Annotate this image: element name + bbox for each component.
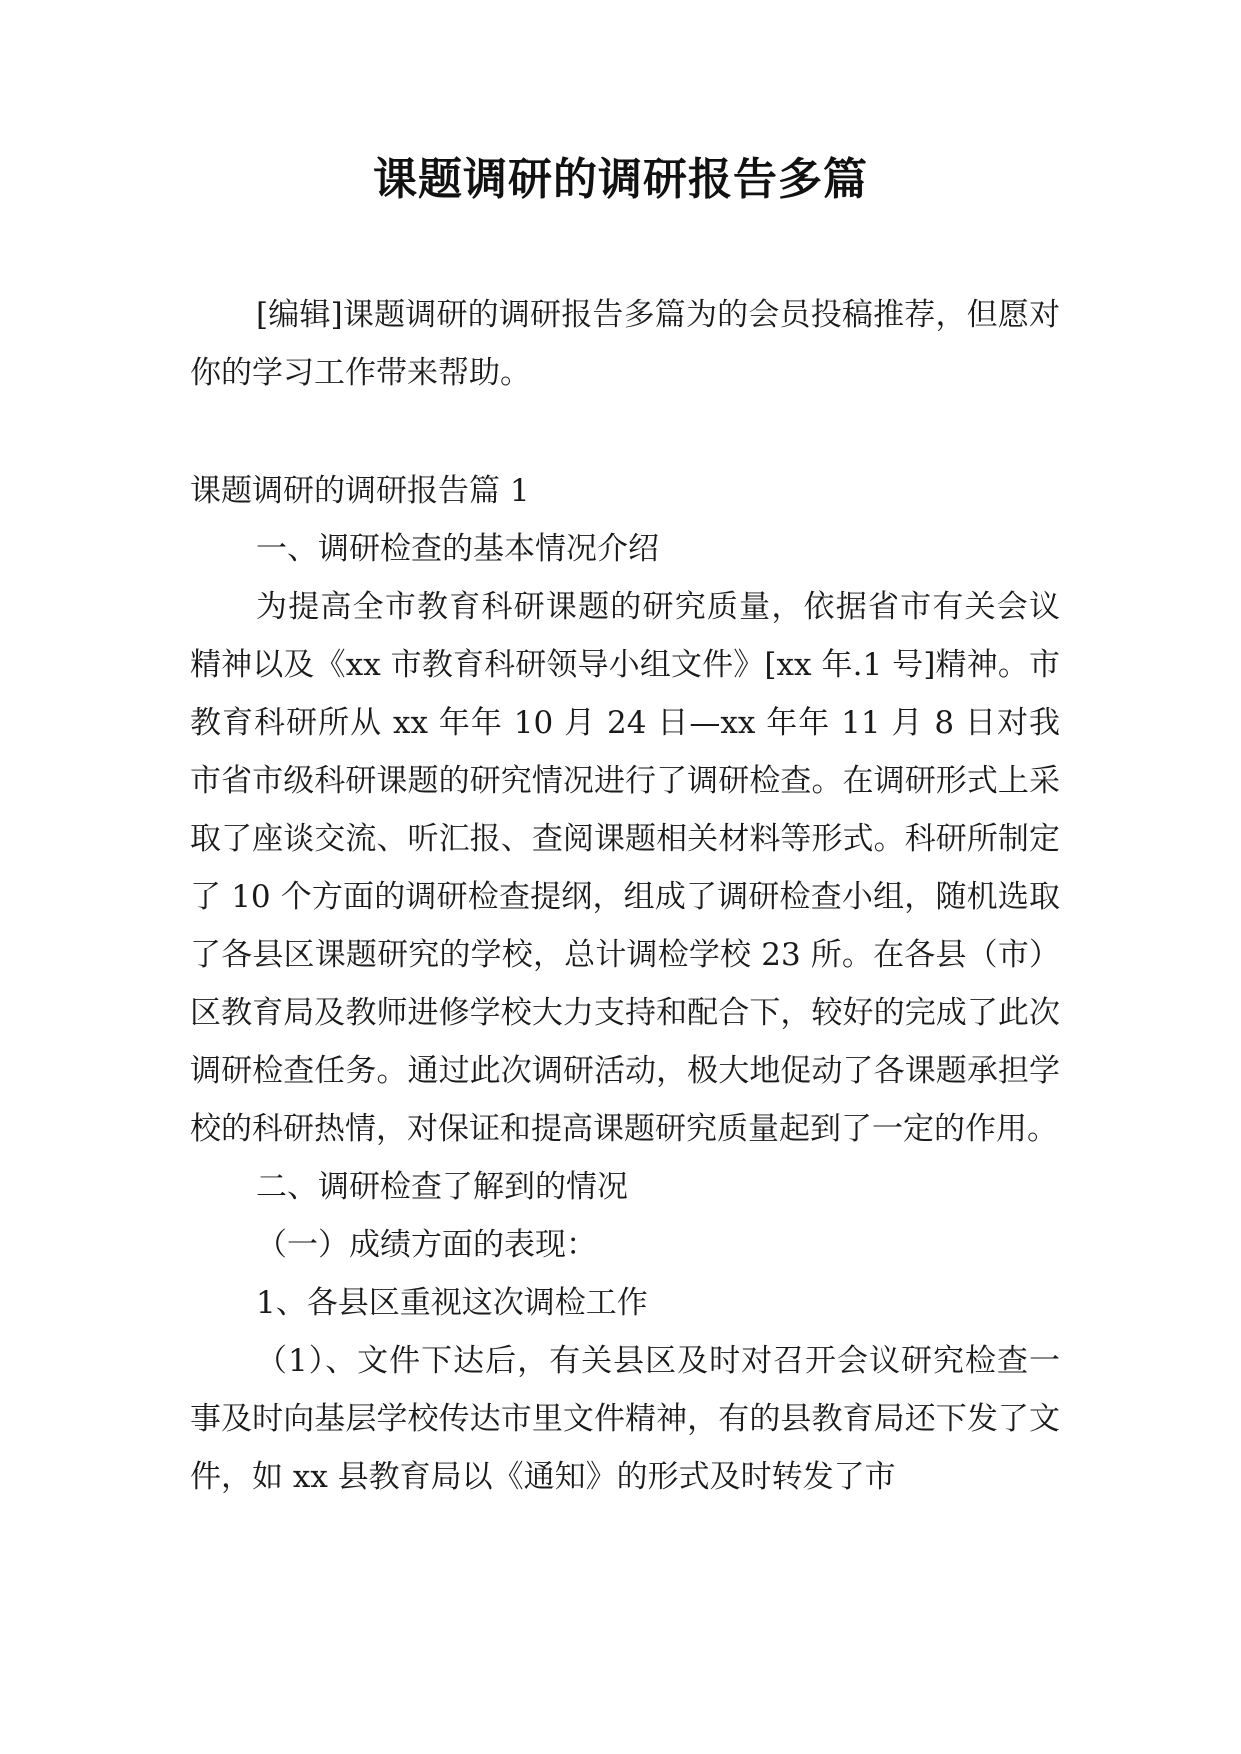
document-title: 课题调研的调研报告多篇 xyxy=(373,154,868,205)
intro-paragraph: [编辑]课题调研的调研报告多篇为的会员投稿推荐，但愿对你的学习工作带来帮助。 xyxy=(190,297,1060,391)
list-item-heading: 1、各县区重视这次调检工作 xyxy=(256,1285,648,1321)
heading-findings: 二、调研检查了解到的情况 xyxy=(256,1169,628,1205)
document-body xyxy=(190,462,1060,1506)
section-title: 课题调研的调研报告篇 1 xyxy=(190,473,530,509)
heading-basic-situation: 一、调研检查的基本情况介绍 xyxy=(256,531,659,567)
body-paragraph: 为提高全市教育科研课题的研究质量，依据省市有关会议精神以及《xx 市教育科研领导小组文件》[xx 年.1 号]精神。市教育科研所从 xx 年年 10 月 24 日—xx 年年 11 月 8 日对我市省市级科研课题的研究情况进行了调研检查。在调研形式上采取了座谈交流、听汇报、查阅课题相关材料等形式。科研所制定了 10 个方面的调研检查提纲，组成了调研检查小组，随机选取了各县区课题研究的学校，总计调检学校 23 所。在各县（市）区教育局及教师进修学校大力支持和配合下，较好的完成了此次调研检查任务。通过此次调研活动，极大地促动了各课题承担学校的科研热情，对保证和提高课题研究质量起到了一定的作用。 xyxy=(190,589,1060,1147)
subheading-achievements: （一）成绩方面的表现： xyxy=(256,1227,597,1263)
body-paragraph: （1）、文件下达后，有关县区及时对召开会议研究检查一事及时向基层学校传达市里文件精神，有的县教育局还下发了文件，如 xx 县教育局以《通知》的形式及时转发了市 xyxy=(190,1343,1060,1495)
